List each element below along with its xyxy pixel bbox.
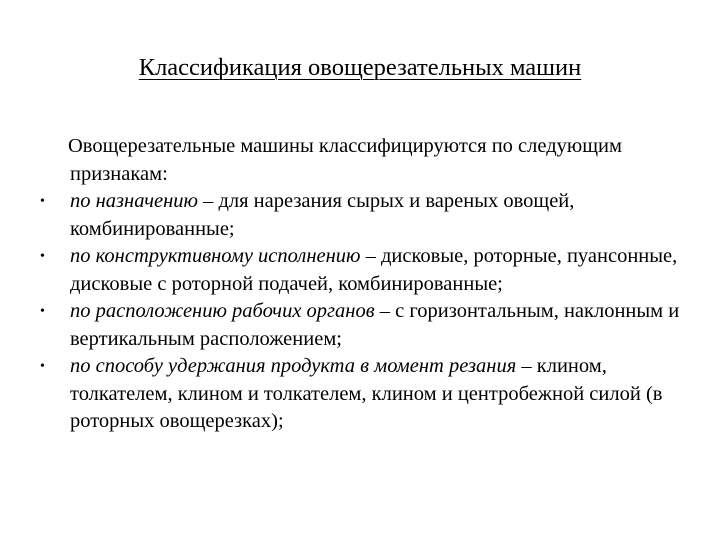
- criterion-term: по назначению: [70, 190, 198, 212]
- criterion-text: – с горизонтальным, наклонным и вертикальным расположением;: [70, 300, 680, 350]
- classification-list: [40, 188, 680, 436]
- list-item-holding: [40, 353, 680, 436]
- criterion-text: – для нарезания сырых и вареных овощей, комбинированные;: [70, 190, 575, 240]
- bullet-icon: •: [40, 304, 45, 319]
- list-item-design: [40, 243, 680, 298]
- slide-title: Классификация овощерезательных машин: [138, 54, 582, 81]
- intro-text: Овощерезательные машины классифицируются по следующим признакам:: [68, 135, 622, 185]
- bullet-icon: •: [40, 359, 45, 374]
- slide-body: [40, 133, 680, 436]
- criterion-term: по расположению рабочих органов: [70, 300, 375, 322]
- criterion-text: – дисковые, роторные, пуансонные, дисковые с роторной подачей, комбинированные;: [70, 245, 678, 295]
- list-item-purpose: [40, 188, 680, 243]
- criterion-text: – клином, толкателем, клином и толкателем, клином и центробежной силой (в роторных овощерезках);: [70, 355, 663, 432]
- criterion-term: по способу удержания продукта в момент резания: [70, 355, 517, 377]
- bullet-icon: •: [40, 194, 45, 209]
- list-item-arrangement: [40, 298, 680, 353]
- criterion-term: по конструктивному исполнению: [70, 245, 361, 267]
- bullet-icon: •: [40, 249, 45, 264]
